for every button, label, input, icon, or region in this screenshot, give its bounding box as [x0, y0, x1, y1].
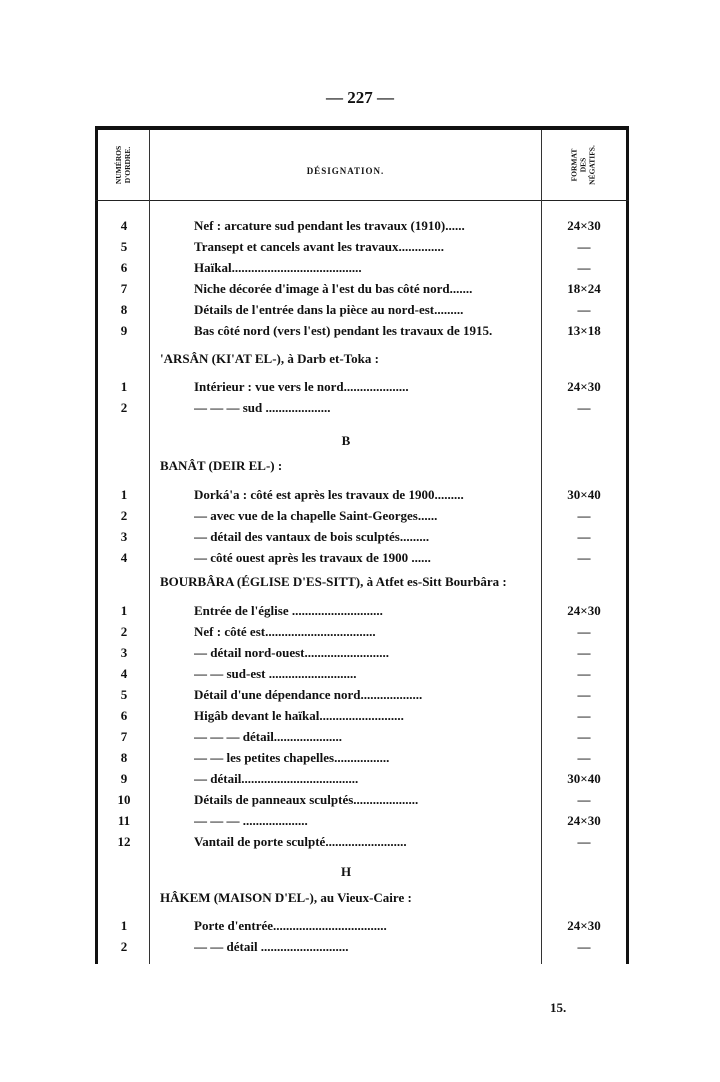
row-designation: Intérieur : vue vers le nord.................... — [194, 379, 409, 394]
table-row — [0, 918, 720, 938]
section-heading: 'ARSÂN (KI'AT EL-), à Darb et-Toka : — [160, 351, 379, 366]
row-number: 10 — [117, 792, 131, 807]
table-row — [0, 218, 720, 238]
row-number: 1 — [120, 379, 128, 394]
column-header-format — [543, 134, 623, 196]
row-designation: Porte d'entrée................................... — [194, 918, 387, 933]
row-designation: Niche décorée d'image à l'est du bas côté nord....... — [194, 281, 473, 296]
row-format: — — [577, 792, 591, 807]
row-format: 24×30 — [567, 603, 601, 618]
table-row — [0, 529, 720, 549]
table-row — [0, 729, 720, 749]
table-row — [0, 458, 720, 478]
row-designation: — détail des vantaux de bois sculptés......... — [194, 529, 430, 544]
letter-heading: B — [341, 433, 351, 448]
table-row — [0, 687, 720, 707]
row-designation: — avec vue de la chapelle Saint-Georges...... — [194, 508, 438, 523]
table-row — [0, 792, 720, 812]
row-format: — — [577, 645, 591, 660]
row-designation: — — — sud .................... — [194, 400, 331, 415]
row-format: — — [577, 302, 591, 317]
row-designation: Transept et cancels avant les travaux.............. — [194, 239, 444, 254]
row-number: 1 — [120, 487, 128, 502]
row-designation: Higâb devant le haïkal.......................... — [194, 708, 404, 723]
column-header-number-label: NUMÉROS D'ORDRE. — [114, 145, 132, 185]
row-format: — — [577, 400, 591, 415]
table-row — [0, 603, 720, 623]
row-format: — — [577, 687, 591, 702]
row-format: — — [577, 529, 591, 544]
column-header-designation: DÉSIGNATION. — [306, 166, 385, 176]
row-format: — — [577, 834, 591, 849]
table-row — [0, 379, 720, 399]
table-row — [0, 624, 720, 644]
row-designation: — détail.................................... — [194, 771, 359, 786]
row-number: 9 — [120, 323, 128, 338]
row-designation: Vantail de porte sculpté......................... — [194, 834, 407, 849]
row-number: 9 — [120, 771, 128, 786]
table-row — [0, 666, 720, 686]
row-designation: Nef : arcature sud pendant les travaux (1910)...... — [194, 218, 465, 233]
row-format: — — [577, 550, 591, 565]
table-row — [0, 645, 720, 665]
row-number: 5 — [120, 239, 128, 254]
row-number: 8 — [120, 302, 128, 317]
row-format: — — [577, 624, 591, 639]
table-row — [0, 323, 720, 343]
row-designation: Détails de l'entrée dans la pièce au nord-est......... — [194, 302, 464, 317]
table-row — [0, 433, 720, 453]
row-format: — — [577, 260, 591, 275]
row-format: — — [577, 508, 591, 523]
table-row — [0, 281, 720, 301]
signature-mark: 15. — [550, 1000, 567, 1015]
row-format: — — [577, 239, 591, 254]
table-row — [0, 890, 720, 910]
row-number: 2 — [120, 624, 128, 639]
section-heading: BOURBÂRA (ÉGLISE D'ES-SITT), à Atfet es-Sitt Bourbâra : — [160, 574, 507, 589]
row-number: 12 — [117, 834, 131, 849]
row-number: 1 — [120, 603, 128, 618]
row-number: 5 — [120, 687, 128, 702]
row-designation: — — détail ........................... — [194, 939, 349, 954]
row-format: 13×18 — [567, 323, 601, 338]
table-row — [0, 708, 720, 728]
table-row — [0, 351, 720, 371]
row-designation: — côté ouest après les travaux de 1900 ...... — [194, 550, 431, 565]
section-heading: BANÂT (DEIR EL-) : — [160, 458, 283, 473]
header-rule — [95, 200, 629, 201]
row-format: 24×30 — [567, 218, 601, 233]
table-row — [0, 400, 720, 420]
row-format: — — [577, 708, 591, 723]
letter-heading: H — [340, 864, 352, 879]
row-format: 30×40 — [567, 771, 601, 786]
column-header-number — [99, 134, 147, 196]
row-designation: — — sud-est ........................... — [194, 666, 357, 681]
column-header-format-label: FORMAT DES NÉGATIFS. — [569, 145, 597, 185]
table-row — [0, 487, 720, 507]
row-number: 3 — [120, 645, 128, 660]
row-format: — — [577, 729, 591, 744]
row-number: 3 — [120, 529, 128, 544]
section-heading: HÂKEM (MAISON D'EL-), au Vieux-Caire : — [160, 890, 412, 905]
table-row — [0, 771, 720, 791]
row-number: 4 — [120, 218, 128, 233]
row-number: 11 — [117, 813, 131, 828]
row-format: 30×40 — [567, 487, 601, 502]
row-format: — — [577, 666, 591, 681]
row-format: — — [577, 939, 591, 954]
table-row — [0, 864, 720, 884]
row-format: 24×30 — [567, 918, 601, 933]
table-top-rule — [95, 126, 629, 130]
row-number: 4 — [120, 550, 128, 565]
row-format: — — [577, 750, 591, 765]
row-number: 4 — [120, 666, 128, 681]
table-row — [0, 239, 720, 259]
row-format: 24×30 — [567, 813, 601, 828]
row-designation: Haïkal........................................ — [194, 260, 362, 275]
row-designation: Détail d'une dépendance nord................... — [194, 687, 423, 702]
table-row — [0, 813, 720, 833]
row-designation: Bas côté nord (vers l'est) pendant les travaux de 1915. — [194, 323, 493, 338]
row-format: 18×24 — [567, 281, 601, 296]
table-row — [0, 302, 720, 322]
table-row — [0, 260, 720, 280]
row-number: 1 — [120, 918, 128, 933]
table-row — [0, 750, 720, 770]
row-designation: — — — détail..................... — [194, 729, 343, 744]
row-designation: Entrée de l'église ............................ — [194, 603, 383, 618]
table-row — [0, 574, 720, 594]
row-number: 7 — [120, 729, 128, 744]
row-number: 6 — [120, 708, 128, 723]
row-number: 2 — [120, 508, 128, 523]
row-designation: — — les petites chapelles................. — [194, 750, 390, 765]
row-designation: Détails de panneaux sculptés.................... — [194, 792, 419, 807]
row-designation: — — — .................... — [194, 813, 308, 828]
row-designation: Nef : côté est.................................. — [194, 624, 376, 639]
row-designation: — détail nord-ouest.......................... — [194, 645, 389, 660]
table-row — [0, 834, 720, 854]
row-number: 6 — [120, 260, 128, 275]
table-row — [0, 508, 720, 528]
table-row — [0, 550, 720, 570]
row-designation: Dorká'a : côté est après les travaux de 1900......... — [194, 487, 464, 502]
row-format: 24×30 — [567, 379, 601, 394]
row-number: 8 — [120, 750, 128, 765]
table-row — [0, 939, 720, 959]
row-number: 7 — [120, 281, 128, 296]
row-number: 2 — [120, 400, 128, 415]
row-number: 2 — [120, 939, 128, 954]
page-number: — 227 — — [326, 88, 394, 107]
